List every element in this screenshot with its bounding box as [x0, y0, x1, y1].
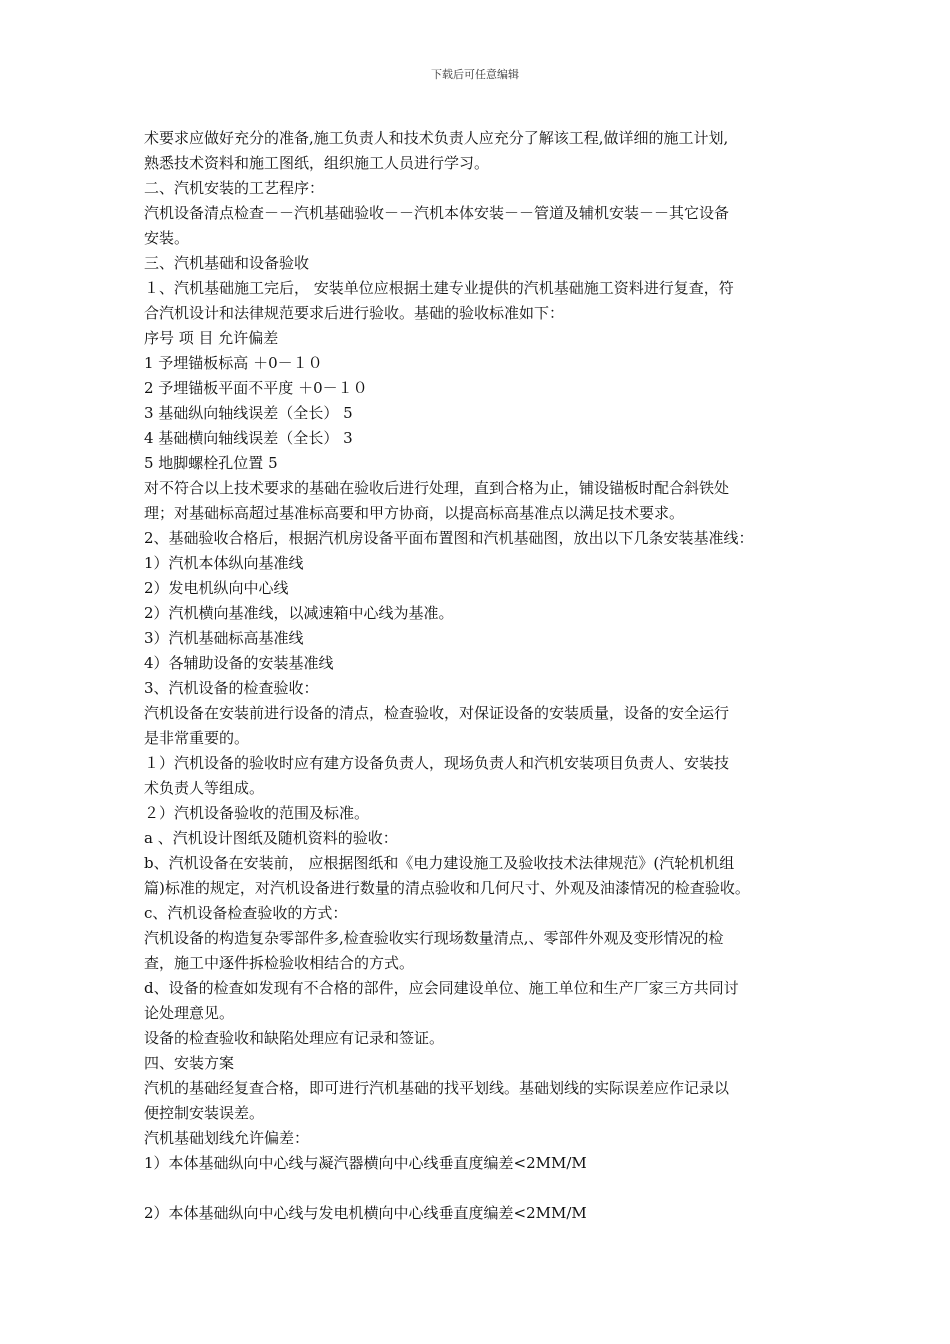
text-line: 汽机设备在安装前进行设备的清点，检查验收，对保证设备的安装质量，设备的安全运行 [144, 704, 730, 722]
section-heading: 三、汽机基础和设备验收 [144, 254, 310, 272]
list-item: 2）汽机横向基准线，以减速箱中心线为基准。 [144, 604, 454, 622]
text-line: １、汽机基础施工完后， 安装单位应根据土建专业提供的汽机基础施工资料进行复查，符 [144, 279, 734, 297]
text-line: 安装。 [144, 229, 190, 247]
list-item: b、汽机设备在安装前， 应根据图纸和《电力建设施工及验收技术法律规范》(汽轮机机组 [144, 854, 735, 872]
text-line: 汽机的基础经复查合格，即可进行汽机基础的找平划线。基础划线的实际误差应作记录以 [144, 1079, 730, 1097]
text-line: 术负责人等组成。 [144, 779, 265, 797]
table-row-line: 3 基础纵向轴线误差（全长） 5 [144, 404, 353, 422]
text-line: 2、基础验收合格后，根据汽机房设备平面布置图和汽机基础图，放出以下几条安装基准线： [144, 529, 754, 547]
table-header-line: 序号 项 目 允许偏差 [144, 329, 279, 347]
text-line: 查，施工中逐件拆检验收相结合的方式。 [144, 954, 415, 972]
text-line: 设备的检查验收和缺陷处理应有记录和签证。 [144, 1029, 445, 1047]
document-body [144, 126, 816, 1226]
list-item: 1）汽机本体纵向基准线 [144, 554, 304, 572]
list-item: 2）本体基础纵向中心线与发电机横向中心线垂直度编差<2MM/M [144, 1204, 587, 1222]
table-row-line: 4 基础横向轴线误差（全长） 3 [144, 429, 353, 447]
text-line: 便控制安装误差。 [144, 1104, 265, 1122]
list-item: １）汽机设备的验收时应有建方设备负责人，现场负责人和汽机安装项目负责人、安装技 [144, 754, 730, 772]
table-row-line: 1 予埋锚板标高 ＋0－１０ [144, 354, 323, 372]
list-item: d、设备的检查如发现有不合格的部件，应会同建设单位、施工单位和生产厂家三方共同讨 [144, 979, 739, 997]
section-heading: 四、安装方案 [144, 1054, 235, 1072]
text-line: 熟悉技术资料和施工图纸，组织施工人员进行学习。 [144, 154, 490, 172]
list-item: 3）汽机基础标高基准线 [144, 629, 304, 647]
blank-line [144, 1176, 816, 1201]
text-line: 术要求应做好充分的准备,施工负责人和技术负责人应充分了解该工程,做详细的施工计划, [144, 129, 729, 147]
text-line: 是非常重要的。 [144, 729, 250, 747]
list-item: ２）汽机设备验收的范围及标准。 [144, 804, 370, 822]
list-item: 1）本体基础纵向中心线与凝汽器横向中心线垂直度编差<2MM/M [144, 1154, 587, 1172]
text-line: 合汽机设计和法律规范要求后进行验收。基础的验收标准如下： [144, 304, 565, 322]
text-line: 理；对基础标高超过基准标高要和甲方协商，以提高标高基准点以满足技术要求。 [144, 504, 685, 522]
text-line: 3、汽机设备的检查验收： [144, 679, 319, 697]
text-line: 汽机基础划线允许偏差： [144, 1129, 310, 1147]
text-line: 对不符合以上技术要求的基础在验收后进行处理，直到合格为止，铺设锚板时配合斜铁处 [144, 479, 730, 497]
list-item: 2）发电机纵向中心线 [144, 579, 289, 597]
text-line: 论处理意见。 [144, 1004, 235, 1022]
section-heading: 二、汽机安装的工艺程序： [144, 179, 325, 197]
text-line: 汽机设备清点检查－－汽机基础验收－－汽机本体安装－－管道及辅机安装－－其它设备 [144, 204, 730, 222]
table-row-line: 5 地脚螺栓孔位置 5 [144, 454, 278, 472]
list-item: 4）各辅助设备的安装基准线 [144, 654, 334, 672]
table-row-line: 2 予埋锚板平面不平度 ＋0－１０ [144, 379, 368, 397]
text-line: 篇)标准的规定，对汽机设备进行数量的清点验收和几何尺寸、外观及油漆情况的检查验收。 [144, 879, 750, 897]
list-item: c、汽机设备检查验收的方式： [144, 904, 348, 922]
page-header: 下载后可任意编辑 [431, 68, 519, 81]
text-line: 汽机设备的构造复杂零部件多,检查验收实行现场数量清点,、零部件外观及变形情况的检 [144, 929, 724, 947]
list-item: a 、汽机设计图纸及随机资料的验收： [144, 829, 398, 847]
